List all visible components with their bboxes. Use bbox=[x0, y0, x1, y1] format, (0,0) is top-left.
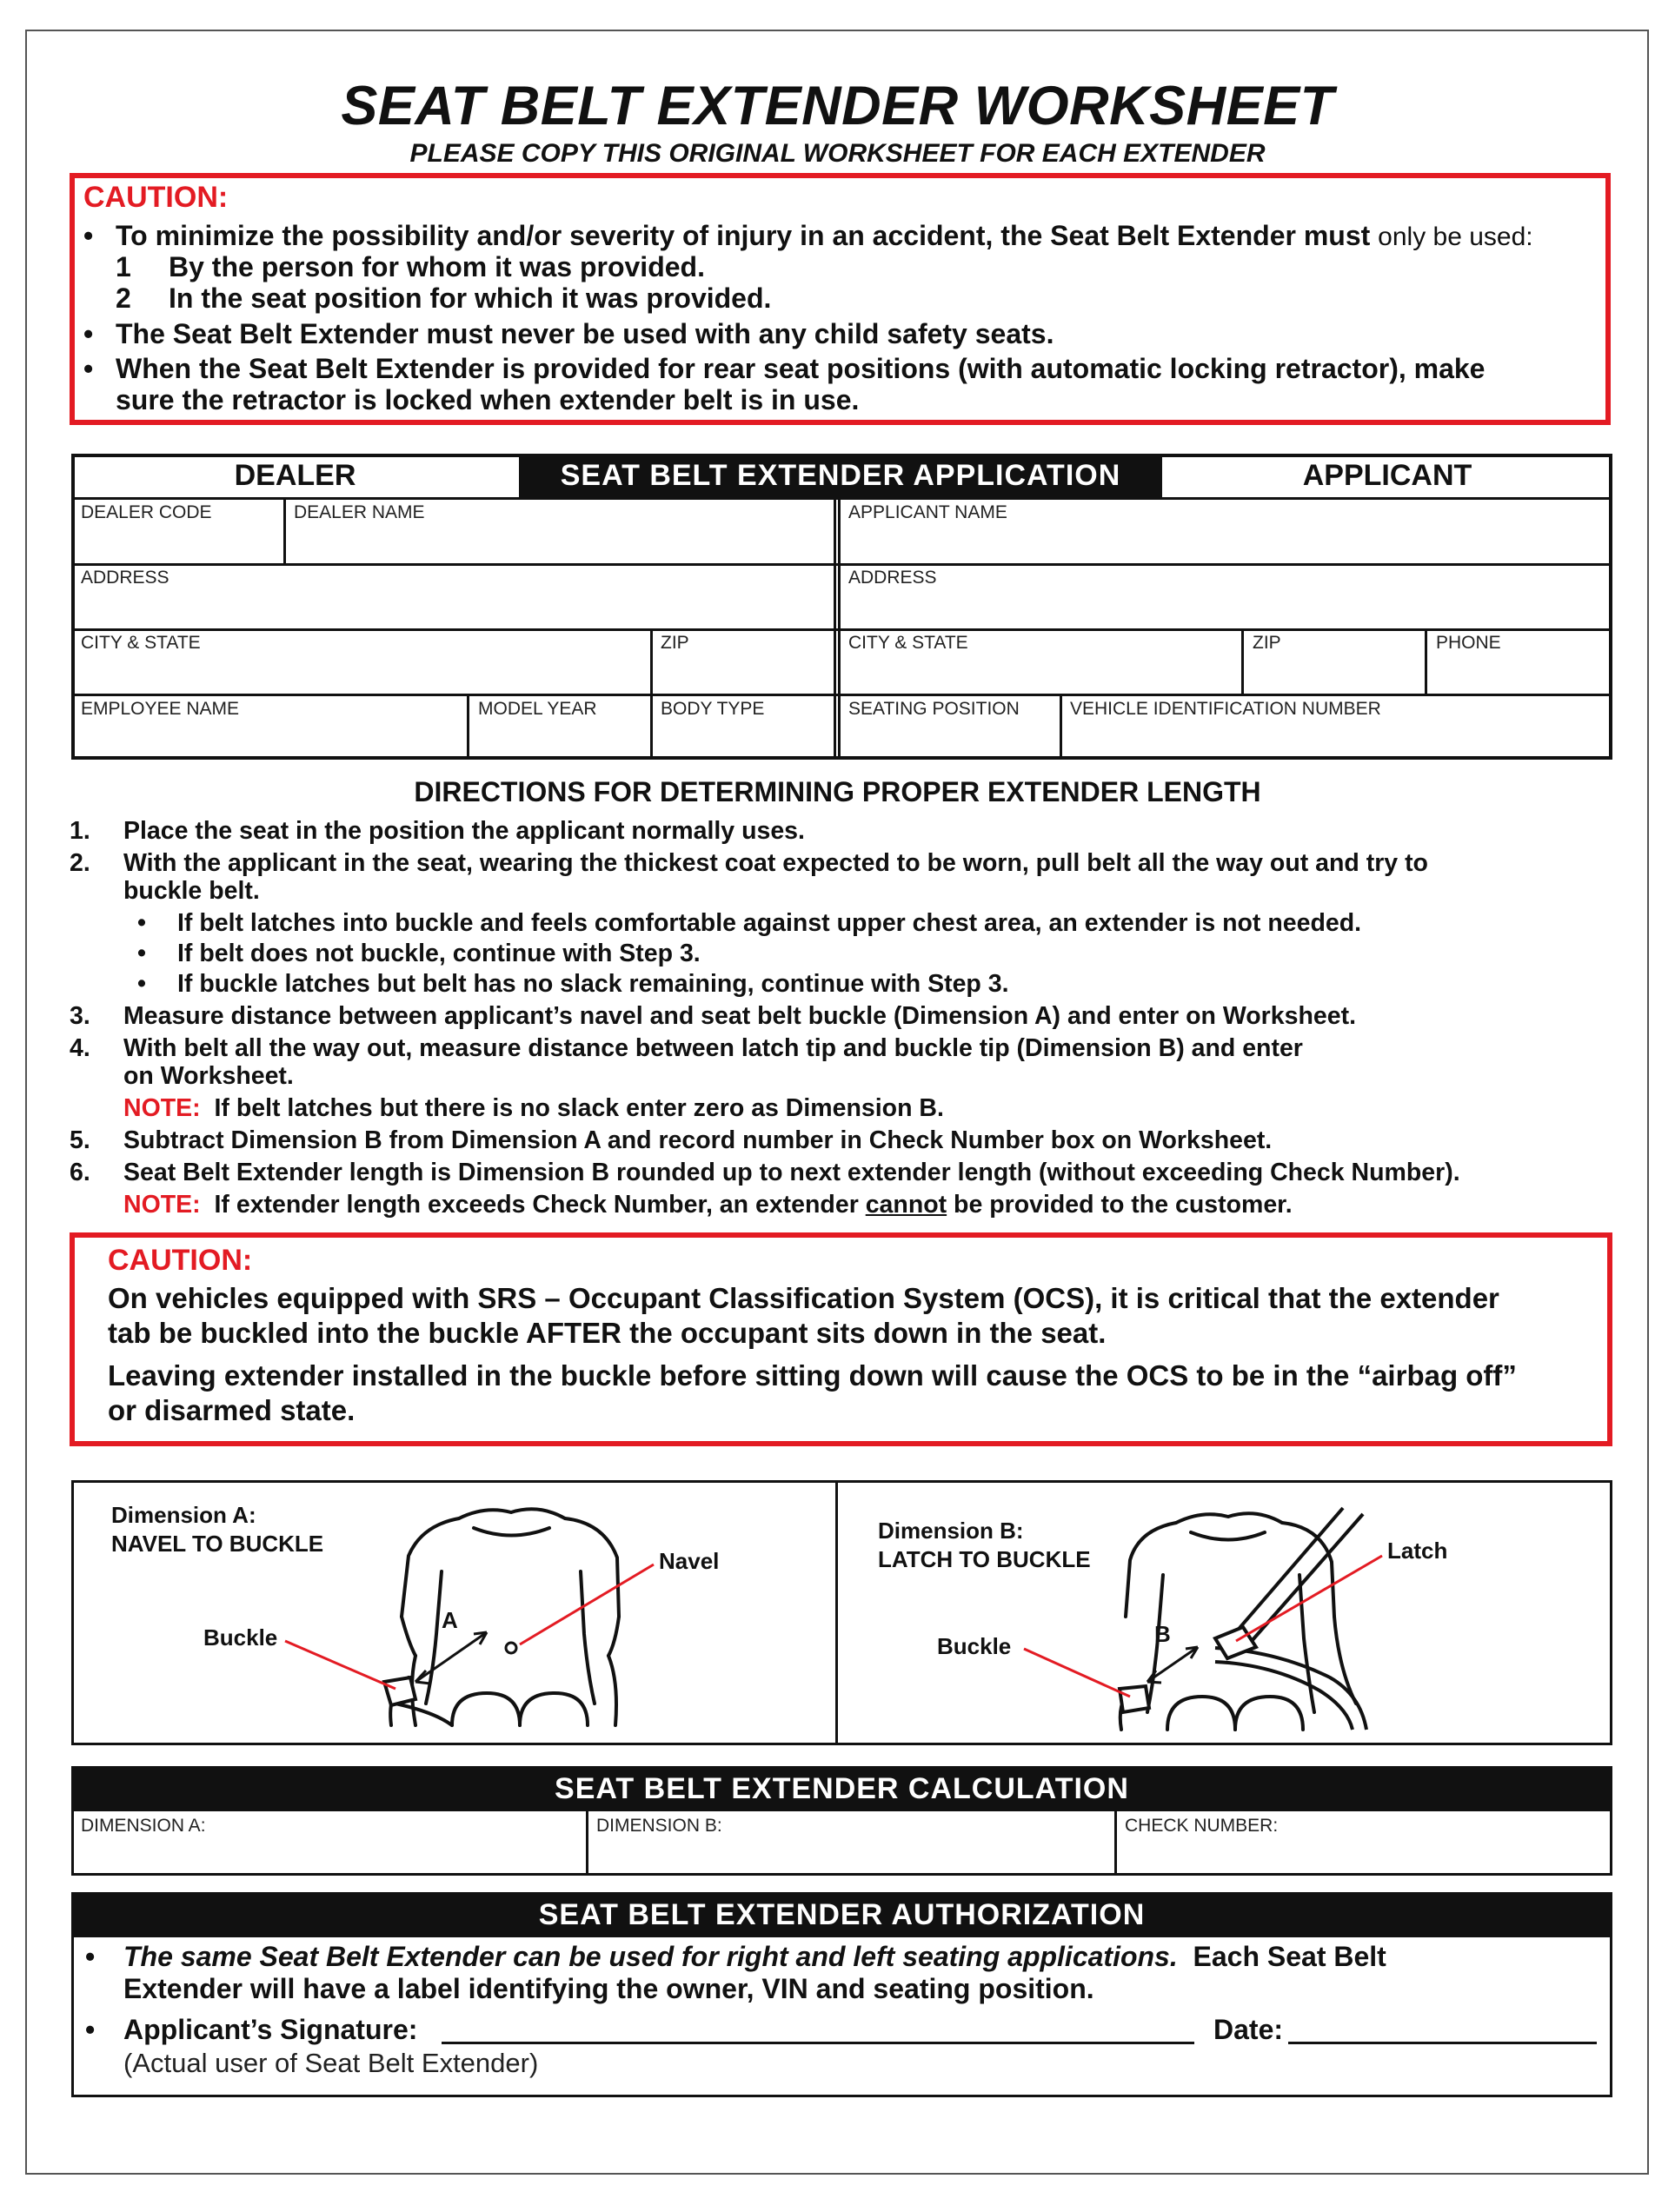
buckle-label-a: Buckle bbox=[203, 1624, 278, 1651]
caution-bullet-3: • bbox=[83, 353, 94, 384]
step-3: Measure distance between applicant’s navel and seat belt buckle (Dimension A) and enter on Worksheet. bbox=[123, 1002, 1356, 1030]
caution-text-3b: sure the retractor is locked when extender belt is in use. bbox=[116, 384, 860, 415]
step-number: 6. bbox=[70, 1159, 90, 1186]
dimension-a-title: Dimension A: bbox=[111, 1502, 256, 1528]
bullet: • bbox=[137, 970, 146, 998]
body-type-field[interactable]: BODY TYPE bbox=[661, 699, 765, 719]
caution-ocs-heading: CAUTION: bbox=[108, 1244, 253, 1277]
dimension-a-field[interactable]: DIMENSION A: bbox=[81, 1816, 206, 1836]
bullet: • bbox=[137, 940, 146, 967]
caution-ocs-p2a: Leaving extender installed in the buckle before sitting down will cause the OCS to be in the “airbag off” bbox=[108, 1359, 1517, 1392]
step-2-bullet-1: If belt latches into buckle and feels comfortable against upper chest area, an extender is not needed. bbox=[177, 909, 1362, 937]
step-number: 2. bbox=[70, 849, 90, 877]
torso-a-icon bbox=[390, 1509, 619, 1725]
caution-item-1: By the person for whom it was provided. bbox=[169, 251, 705, 282]
page-title: SEAT BELT EXTENDER WORKSHEET bbox=[341, 76, 1334, 136]
directions-title: DIRECTIONS FOR DETERMINING PROPER EXTENDER LENGTH bbox=[414, 776, 1261, 807]
dimension-b-field[interactable]: DIMENSION B: bbox=[596, 1816, 722, 1836]
dealer-zip-field[interactable]: ZIP bbox=[661, 633, 689, 653]
buckle-b-pointer bbox=[1024, 1649, 1130, 1697]
authorization-header: SEAT BELT EXTENDER AUTHORIZATION bbox=[71, 1892, 1612, 1937]
caution-text-3a: When the Seat Belt Extender is provided for rear seat positions (with automatic locking retractor), make bbox=[116, 353, 1486, 384]
applicant-address-field[interactable]: ADDRESS bbox=[848, 568, 937, 588]
step-number: 1. bbox=[70, 817, 90, 845]
calc-divider bbox=[586, 1811, 588, 1876]
step-4b: on Worksheet. bbox=[123, 1062, 294, 1090]
dealer-header: DEALER bbox=[234, 459, 356, 492]
applicant-name-field[interactable]: APPLICANT NAME bbox=[848, 502, 1007, 522]
authorization-line-1: The same Seat Belt Extender can be used for right and left seating applications. Each Seat Belt bbox=[123, 1941, 1386, 1972]
step-1: Place the seat in the position the applicant normally uses. bbox=[123, 817, 805, 845]
signature-note: (Actual user of Seat Belt Extender) bbox=[123, 2048, 539, 2078]
step-4a: With belt all the way out, measure distance between latch tip and buckle tip (Dimension B) and enter bbox=[123, 1034, 1303, 1062]
dimension-b-title: Dimension B: bbox=[878, 1518, 1024, 1544]
applicant-header: APPLICANT bbox=[1302, 459, 1472, 492]
step-5: Subtract Dimension B from Dimension A and record number in Check Number box on Worksheet. bbox=[123, 1126, 1273, 1154]
date-label: Date: bbox=[1213, 2014, 1284, 2045]
bullet: • bbox=[85, 2014, 96, 2045]
application-header: SEAT BELT EXTENDER APPLICATION bbox=[519, 454, 1162, 497]
buckle-label-b: Buckle bbox=[937, 1633, 1012, 1659]
step-number: 4. bbox=[70, 1034, 90, 1062]
check-number-field[interactable]: CHECK NUMBER: bbox=[1125, 1816, 1279, 1836]
caution-item-2-num: 2 bbox=[116, 282, 131, 314]
step-2-bullet-3: If buckle latches but belt has no slack remaining, continue with Step 3. bbox=[177, 970, 1009, 998]
dimension-a-subtitle: NAVEL TO BUCKLE bbox=[111, 1531, 324, 1557]
calculation-header: SEAT BELT EXTENDER CALCULATION bbox=[71, 1766, 1612, 1811]
dimension-b-mark: B bbox=[1154, 1621, 1171, 1647]
step-2b: buckle belt. bbox=[123, 877, 260, 905]
buckle-a-icon bbox=[384, 1677, 415, 1705]
dealer-name-field[interactable]: DEALER NAME bbox=[294, 502, 425, 522]
step-2a: With the applicant in the seat, wearing the thickest coat expected to be worn, pull belt all the way out and try to bbox=[123, 849, 1428, 877]
latch-label: Latch bbox=[1387, 1538, 1448, 1564]
note-1: NOTE: If belt latches but there is no slack enter zero as Dimension B. bbox=[123, 1094, 944, 1122]
caution-text-2: The Seat Belt Extender must never be used with any child safety seats. bbox=[116, 318, 1054, 349]
caution-item-2: In the seat position for which it was provided. bbox=[169, 282, 772, 314]
navel-label: Navel bbox=[659, 1548, 720, 1574]
dealer-city-state-field[interactable]: CITY & STATE bbox=[81, 633, 201, 653]
caution-ocs-p2b: or disarmed state. bbox=[108, 1394, 356, 1426]
belt-b-icon bbox=[1215, 1508, 1366, 1730]
vin-field[interactable]: VEHICLE IDENTIFICATION NUMBER bbox=[1070, 699, 1381, 719]
caution-heading: CAUTION: bbox=[83, 181, 229, 214]
buckle-a-pointer bbox=[285, 1641, 395, 1689]
model-year-field[interactable]: MODEL YEAR bbox=[478, 699, 597, 719]
phone-field[interactable]: PHONE bbox=[1436, 633, 1501, 653]
page-subtitle: PLEASE COPY THIS ORIGINAL WORKSHEET FOR EACH EXTENDER bbox=[409, 139, 1266, 168]
applicant-city-state-field[interactable]: CITY & STATE bbox=[848, 633, 968, 653]
dealer-address-field[interactable]: ADDRESS bbox=[81, 568, 169, 588]
step-6: Seat Belt Extender length is Dimension B rounded up to next extender length (without exceeding Check Number). bbox=[123, 1159, 1460, 1186]
applicant-zip-field[interactable]: ZIP bbox=[1253, 633, 1281, 653]
caution-text-1: To minimize the possibility and/or severity of injury in an accident, the Seat Belt Extender must only be used: bbox=[116, 220, 1533, 251]
bullet: • bbox=[85, 1941, 96, 1972]
navel-pointer bbox=[520, 1564, 654, 1644]
step-2-bullet-2: If belt does not buckle, continue with Step 3. bbox=[177, 940, 701, 967]
dealer-code-field[interactable]: DEALER CODE bbox=[81, 502, 212, 522]
dimension-b-subtitle: LATCH TO BUCKLE bbox=[878, 1546, 1091, 1572]
signature-line[interactable] bbox=[442, 2042, 1194, 2044]
signature-label: Applicant’s Signature: bbox=[123, 2014, 418, 2045]
latch-pointer bbox=[1236, 1556, 1382, 1641]
caution-item-1-num: 1 bbox=[116, 251, 131, 282]
seating-position-field[interactable]: SEATING POSITION bbox=[848, 699, 1020, 719]
caution-ocs-p1b: tab be buckled into the buckle AFTER the occupant sits down in the seat. bbox=[108, 1317, 1107, 1349]
employee-name-field[interactable]: EMPLOYEE NAME bbox=[81, 699, 240, 719]
buckle-b-icon bbox=[1120, 1686, 1149, 1712]
calc-divider bbox=[1114, 1811, 1117, 1876]
caution-ocs-p1a: On vehicles equipped with SRS – Occupant Classification System (OCS), it is critical that the extender bbox=[108, 1282, 1499, 1314]
caution-bullet-2: • bbox=[83, 318, 94, 349]
torso-b-icon bbox=[1120, 1513, 1356, 1730]
step-number: 5. bbox=[70, 1126, 90, 1154]
note-2: NOTE: If extender length exceeds Check Number, an extender cannot be provided to the customer. bbox=[123, 1191, 1293, 1219]
dimension-a-mark: A bbox=[442, 1607, 458, 1633]
date-line[interactable] bbox=[1288, 2042, 1597, 2044]
calculation-box bbox=[71, 1766, 1612, 1876]
authorization-line-2: Extender will have a label identifying the owner, VIN and seating position. bbox=[123, 1973, 1094, 2004]
caution-bullet-1: • bbox=[83, 220, 94, 251]
step-number: 3. bbox=[70, 1002, 90, 1030]
bullet: • bbox=[137, 909, 146, 937]
